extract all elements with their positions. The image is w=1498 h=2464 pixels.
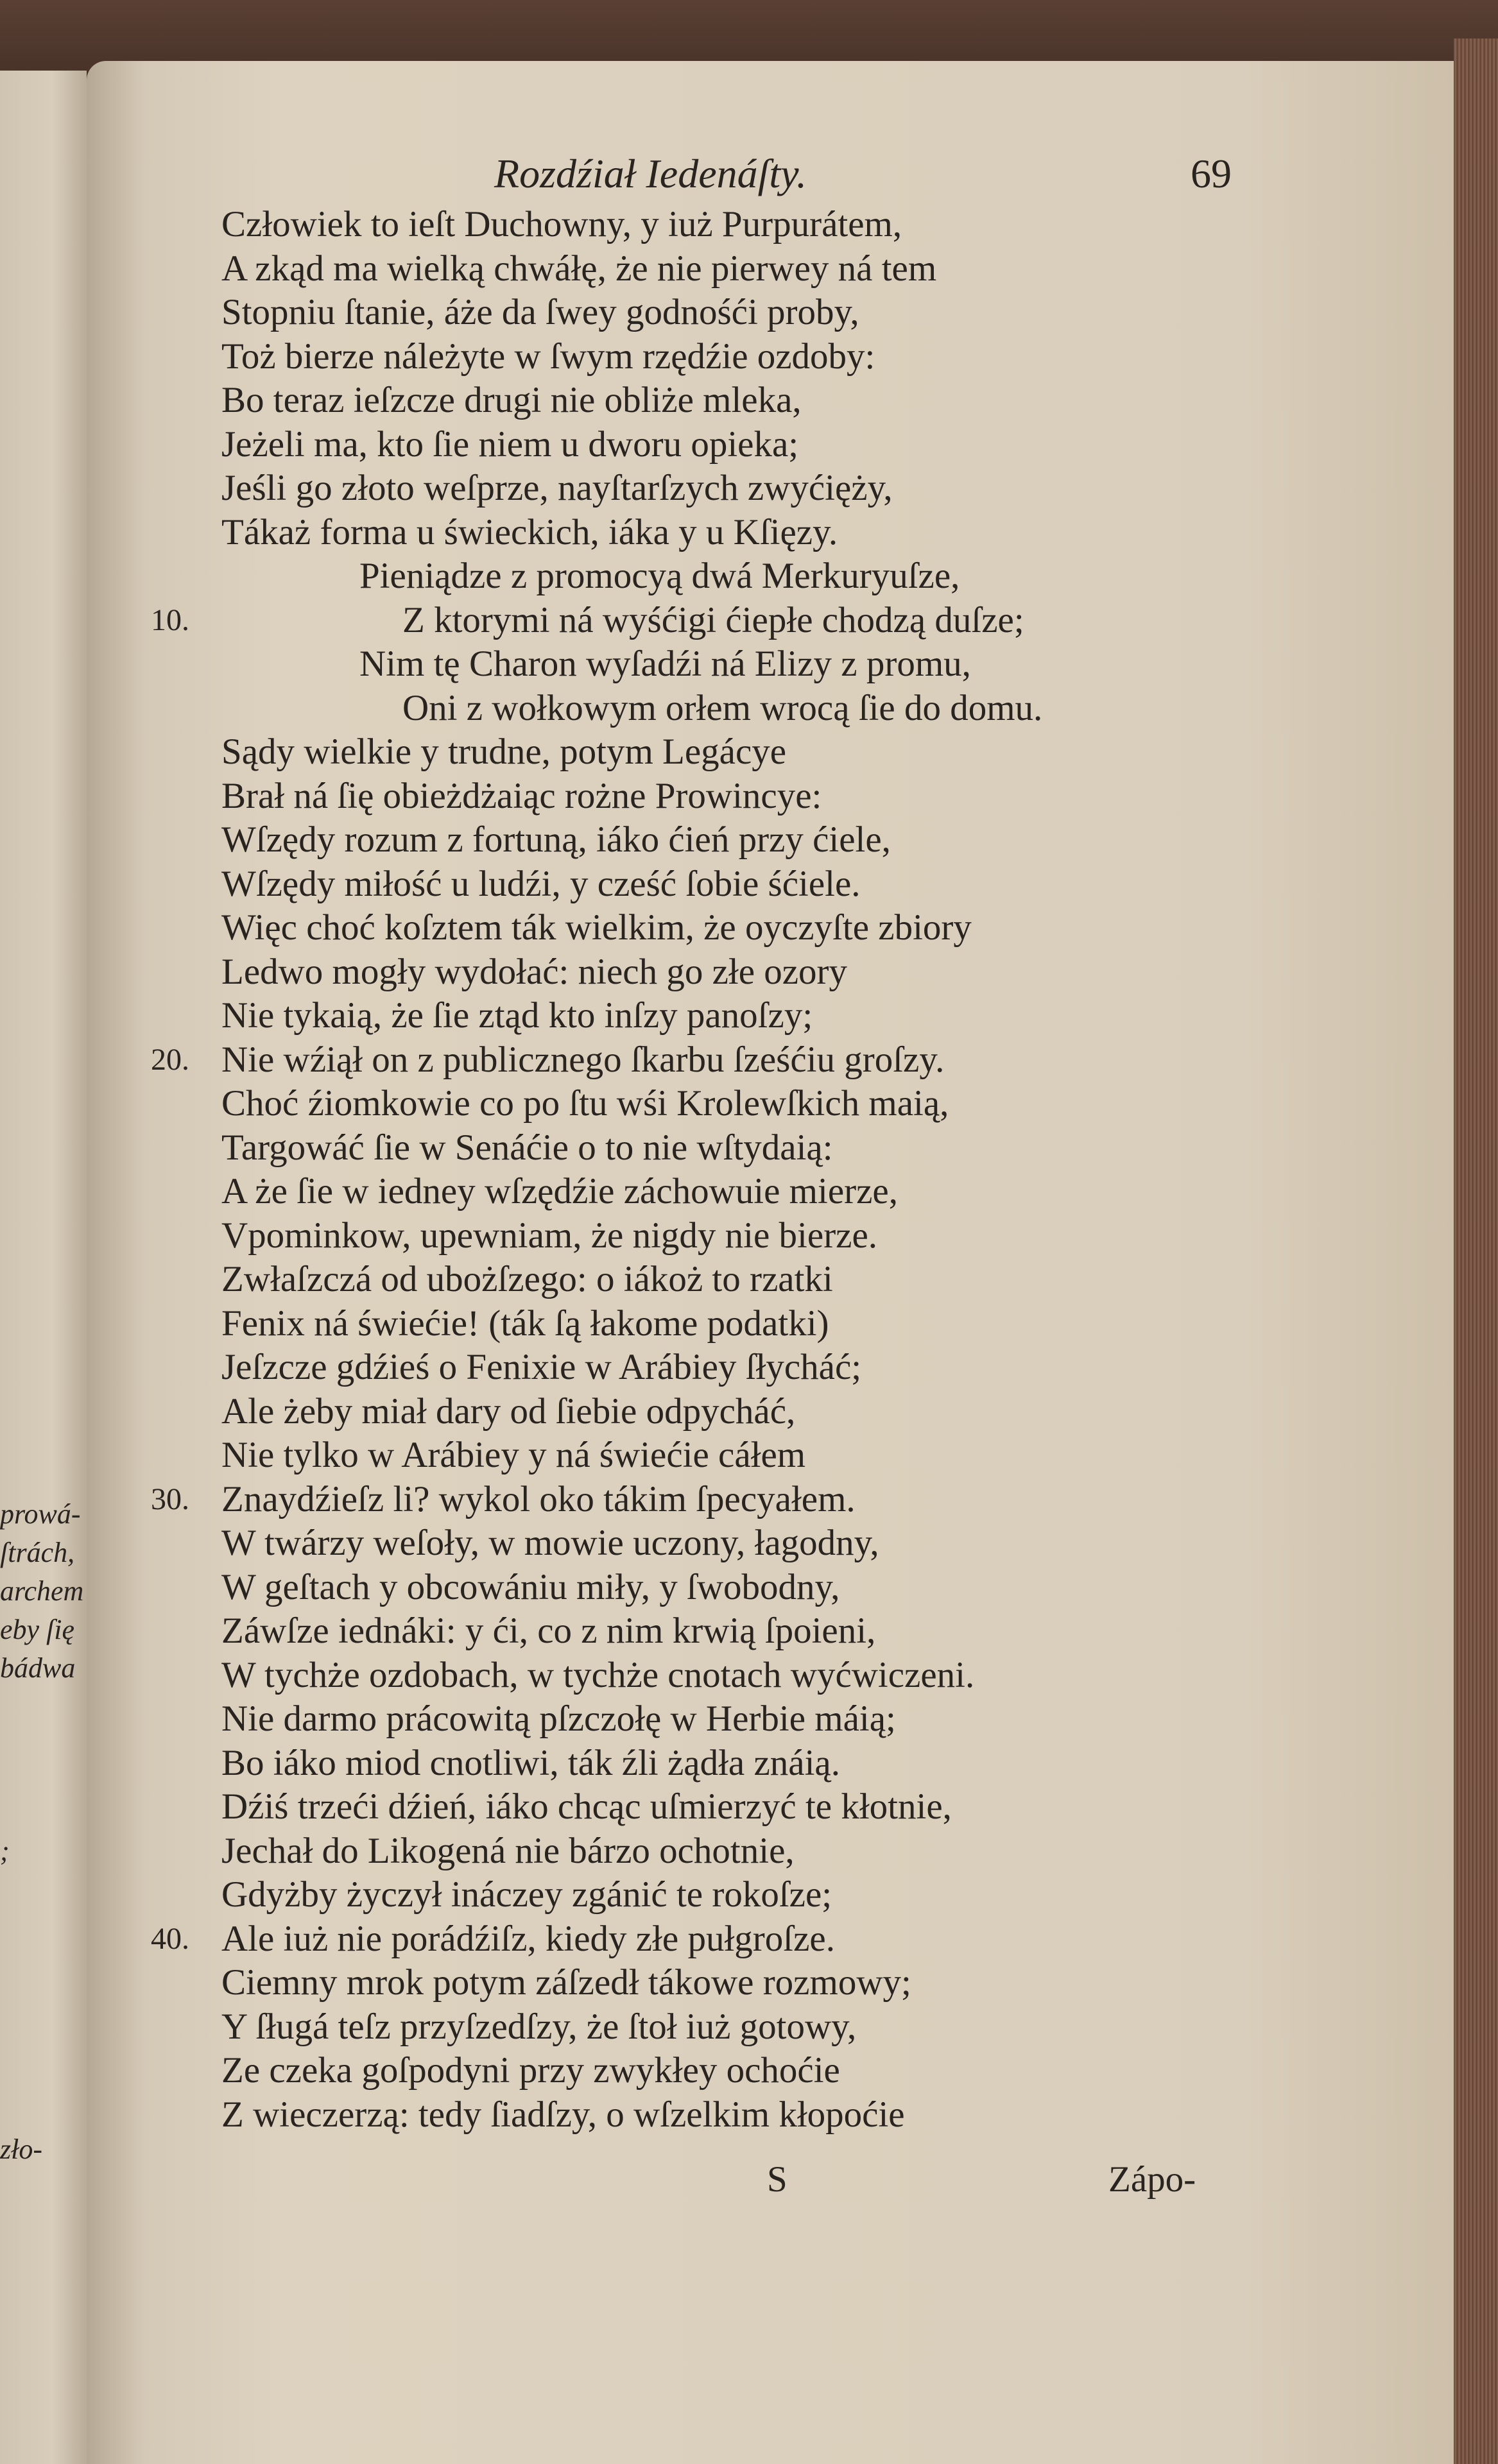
verse-line [221, 1126, 1409, 1170]
verse-line [151, 599, 1409, 643]
verse-text: Ciemny mrok potym záſzedł tákowe rozmowy; [221, 1962, 911, 2003]
verse-text: Dźiś trzeći dźień, iáko chcąc uſmierzyć te kłotnie, [221, 1786, 952, 1827]
verse-line [221, 994, 1409, 1038]
verse-text: Toż bierze náleżyte w ſwym rzędźie ozdoby: [221, 336, 875, 377]
verse-line [221, 1741, 1409, 1786]
verse-line [221, 862, 1409, 907]
line-number: 20. [151, 1042, 189, 1077]
poem-text [151, 203, 1409, 2137]
verse-line [221, 1390, 1409, 1434]
verse-line [221, 1082, 1409, 1126]
verse-text: Ze czeka goſpodyni przy zwykłey ochoćie [221, 2050, 840, 2091]
verse-text: Gdyżby życzył ináczey zgánić te rokoſze; [221, 1874, 832, 1915]
verse-text: Brał ná ſię obieżdżaiąc rożne Prowincye: [221, 775, 822, 816]
verse-text: W tychże ozdobach, w tychże cnotach wyćwiczeni. [221, 1654, 975, 1695]
verse-text: A że ſie w iedney wſzędźie záchowuie mierze, [221, 1171, 898, 1211]
verse-line [221, 2093, 1409, 2137]
running-title: Rozdźiał Iedenáſty. [494, 151, 807, 196]
verse-line [221, 1258, 1409, 1302]
verse-text: Záwſze iednáki: y ći, co z nim krwią ſpoieni, [221, 1611, 876, 1651]
verse-line [221, 2005, 1409, 2049]
left-fragment: prowá- [0, 1498, 81, 1530]
verse-text: Z wieczerzą: tedy ſiadſzy, o wſzelkim kłopoćie [221, 2094, 905, 2135]
left-fragment: ſtrách, [0, 1537, 75, 1568]
verse-text: Tákaż forma u świeckich, iáka y u Kſięzy. [221, 511, 838, 552]
verse-line [221, 423, 1409, 467]
verse-text: Znaydźieſz li? wykol oko tákim ſpecyałem. [221, 1478, 856, 1519]
left-page-edge [0, 71, 87, 2464]
left-fragment: zło- [0, 2134, 42, 2165]
verse-text: Ale żeby miał dary od ſiebie odpycháć, [221, 1390, 796, 1432]
verse-line [151, 1478, 1409, 1522]
verse-line [221, 1170, 1409, 1214]
verse-text: Z ktorymi ná wyśćigi ćiepłe chodzą duſze; [402, 599, 1024, 640]
left-fragment: ; [0, 1835, 10, 1867]
verse-line [221, 466, 1409, 511]
verse-text: Oni z wołkowym orłem wrocą ſie do domu. [402, 687, 1043, 728]
verse-line [221, 1654, 1409, 1698]
verse-line [221, 1829, 1409, 1874]
verse-line [151, 1038, 1409, 1082]
verse-text: Więc choć koſztem ták wielkim, że oyczyſte zbiory [221, 907, 972, 948]
verse-line [221, 774, 1409, 819]
verse-text: Ledwo mogły wydołać: niech go złe ozory [221, 951, 848, 992]
verse-line [221, 511, 1409, 555]
verse-line [221, 950, 1409, 995]
verse-text: Nie tykaią, że ſie ztąd kto inſzy panoſzy; [221, 995, 813, 1036]
verse-text: Fenix ná świećie! (ták ſą łakome podatki) [221, 1303, 829, 1344]
verse-line [221, 2049, 1409, 2093]
verse-text: Choć źiomkowie co po ſtu wśi Krolewſkich maią, [221, 1083, 949, 1124]
verse-line [221, 906, 1409, 950]
line-number: 40. [151, 1921, 189, 1956]
verse-text: Jeżeli ma, kto ſie niem u dworu opieka; [221, 424, 799, 465]
verse-line [221, 1961, 1409, 2005]
verse-line [151, 1917, 1409, 1962]
verse-line [221, 1609, 1409, 1654]
verse-line [221, 247, 1409, 291]
page-fore-edge [1454, 38, 1498, 2464]
verse-line [221, 1785, 1409, 1829]
verse-line [221, 1302, 1409, 1346]
verse-text: Stopniu ſtanie, áże da ſwey godnośći proby, [221, 292, 859, 332]
verse-line [221, 379, 1409, 423]
verse-text: Wſzędy rozum z fortuną, iáko ćień przy ćiele, [221, 819, 891, 860]
left-fragment: eby ſię [0, 1614, 75, 1645]
verse-text: Nim tę Charon wyſadźi ná Elizy z promu, [359, 644, 971, 684]
verse-text: Ale iuż nie porádźiſz, kiedy złe pułgroſze. [221, 1918, 835, 1959]
signature-mark: S [767, 2159, 788, 2200]
verse-text: W geſtach y obcowániu miły, y ſwobodny, [221, 1566, 840, 1607]
verse-line [221, 730, 1409, 774]
verse-line [221, 1521, 1409, 1566]
verse-line [221, 687, 1409, 731]
verse-line [221, 554, 1409, 599]
verse-text: Vpominkow, upewniam, że nigdy nie bierze. [221, 1215, 878, 1256]
verse-text: A zkąd ma wielką chwáłę, że nie pierwey ná tem [221, 248, 937, 289]
verse-text: Pieniądze z promocyą dwá Merkuryuſze, [359, 556, 960, 596]
verse-text: Nie wźiął on z publicznego ſkarbu ſześćiu groſzy. [221, 1039, 945, 1080]
verse-text: Wſzędy miłość u ludźi, y cześć ſobie śćiele. [221, 863, 861, 904]
verse-line [221, 335, 1409, 379]
left-fragment: archem [0, 1575, 84, 1607]
verse-text: Nie tylko w Arábiey y ná świećie cáłem [221, 1435, 806, 1475]
verse-text: Nie darmo prácowitą pſzczołę w Herbie máią; [221, 1698, 896, 1739]
left-fragment: bádwa [0, 1652, 76, 1684]
verse-line [221, 1214, 1409, 1258]
verse-text: Zwłaſzczá od ubożſzego: o iákoż to rzatki [221, 1259, 833, 1299]
line-number: 30. [151, 1482, 189, 1516]
line-number: 10. [151, 603, 189, 637]
verse-text: Człowiek to ieſt Duchowny, y iuż Purpurátem, [221, 204, 902, 244]
verse-text: Bo iáko miod cnotliwi, ták źli żądła znáią. [221, 1742, 840, 1783]
verse-text: Jechał do Likogená nie bárzo ochotnie, [221, 1830, 795, 1871]
verse-line [221, 818, 1409, 862]
page-number: 69 [1191, 151, 1232, 196]
verse-line [221, 1697, 1409, 1741]
verse-text: Targowáć ſie w Senáćie o to nie wſtydaią: [221, 1127, 833, 1168]
verse-line [221, 203, 1409, 247]
catchword: Zápo- [1108, 2159, 1196, 2200]
verse-text: Y ſługá teſz przyſzedſzy, że ſtoł iuż gotowy, [221, 2006, 857, 2047]
verse-text: Jeſzcze gdźieś o Fenixie w Arábiey ſłycháć; [221, 1347, 862, 1387]
verse-line [221, 1433, 1409, 1478]
verse-text: W twárzy weſoły, w mowie uczony, łagodny, [221, 1523, 879, 1563]
verse-line [221, 1873, 1409, 1917]
verse-line [221, 1346, 1409, 1390]
verse-text: Jeśli go złoto weſprze, nayſtarſzych zwyćięży, [221, 468, 893, 508]
verse-text: Bo teraz ieſzcze drugi nie obliże mleka, [221, 380, 802, 420]
verse-text: Sądy wielkie y trudne, potym Legácye [221, 732, 787, 772]
verse-line [221, 642, 1409, 687]
verse-line [221, 1566, 1409, 1610]
verse-line [221, 291, 1409, 335]
